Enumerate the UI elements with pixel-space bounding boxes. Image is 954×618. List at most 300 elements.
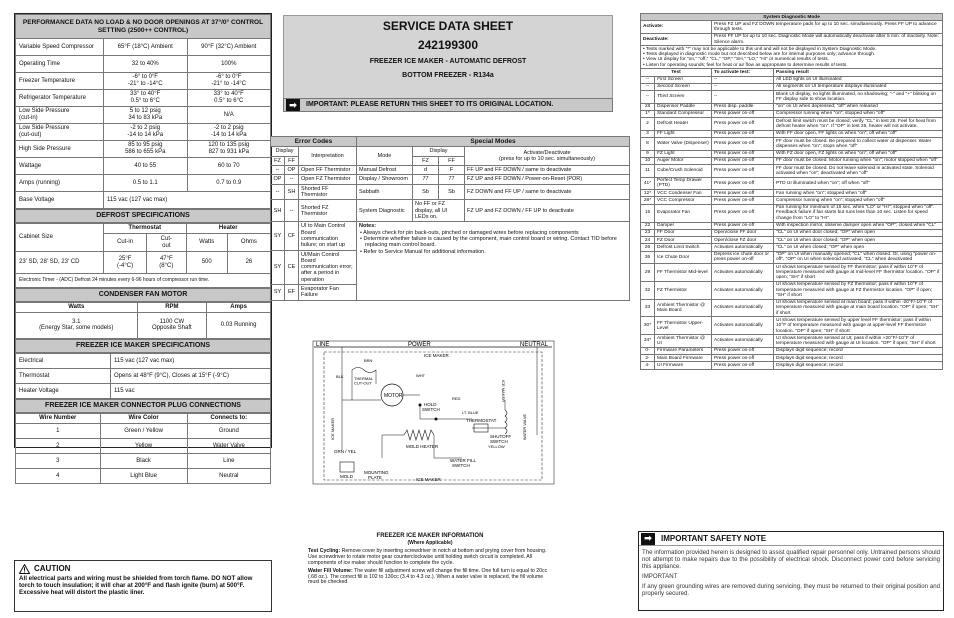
diag-activate: Activates automatically (712, 299, 774, 317)
diag-row (641, 103, 943, 110)
diag-result: Displays digit sequence; record (774, 355, 943, 362)
error-ef-fz: SY (271, 285, 285, 301)
performance-body (16, 39, 271, 209)
special-display-ff: Sb (439, 184, 465, 200)
sheet-subtitle-2: BOTTOM FREEZER - R134a (402, 71, 494, 79)
diag-test-number: 28* (641, 197, 655, 204)
diag-bullet: • Tests marked with "*" may not be applicable to this unit and will not be displayed in System Diagnostic Mode. (643, 46, 877, 52)
special-mode: Display / Showroom (357, 175, 413, 184)
condenser-rpm: 1100 CW Opposite Shaft (137, 312, 207, 338)
diag-bullet: • Tests displayed in diagnostic mode but not described below are for internal purposes only; advance through. (643, 52, 876, 58)
caution-header (15, 561, 271, 575)
wire-number: 4 (16, 468, 101, 483)
connector-row (16, 468, 271, 483)
diag-row (641, 299, 943, 317)
diag-result: UI shows temperature sensed by upper level FF thermistor; pass if within 10°F of temperature measured with gauge at upper-level FF thermistor location. "OP" if open; "SH" if short (774, 317, 943, 335)
yellow-wire-label: YELLOW (488, 444, 505, 449)
performance-value-b: 60 to 70 (187, 158, 271, 175)
deactivate-text: Press FF UP for up to 10 sec. Diagnostic Mode will automatically deactivate after 5 min. of inactivity. Note: Silence alarm. (712, 33, 943, 46)
important-text: IMPORTANT: PLEASE RETURN THIS SHEET TO ITS ORIGINAL LOCATION. (306, 100, 554, 108)
water-fill-body: The water fill adjustment screw will change the fill time. One full turn is equal to 20cc (.68 oz.). The correct fill is 102 to 130cc (3.4 to 4.3 oz.). When a water valve is replaced, the fill volume must be checked. (308, 567, 548, 586)
diag-activate: Press power on-off (712, 204, 774, 222)
ice-maker-side-label: ICE MAKER (501, 380, 506, 403)
hold-switch-label: HOLD SWITCH (422, 402, 440, 412)
performance-row (16, 192, 271, 209)
icemaker-spec-row (16, 384, 271, 399)
diag-activate: Press power on-off (712, 347, 774, 354)
diag-result: UI shows temperature sensed by FF thermistor; pass if within 10°F of temperature measured with gauge at mid-level FF thermistor location. "OP" if open; "SH" if short (774, 264, 943, 282)
diag-activate: Press power on-off (712, 177, 774, 190)
special-display-fz: d (413, 166, 439, 175)
caution-text: All electrical parts and wiring must be shielded from torch flame. DO NOT allow torch to touch insulation; it will char at 200°F and flash ignite (burn) at 500°F. Excessive heat will distort the plastic liner. (19, 575, 253, 597)
performance-row (16, 175, 271, 192)
special-display: No FF or FZ display, all UI LEDs on. (413, 200, 465, 222)
diag-test-name: FZ Door (655, 237, 712, 244)
diag-test-number: 36 (641, 251, 655, 264)
diag-test-number: 23 (641, 229, 655, 236)
icemaker-spec-row (16, 369, 271, 384)
diag-test-number: 26 (641, 244, 655, 251)
watts-header: Watts (186, 234, 227, 252)
ff-header: FF (285, 156, 299, 165)
diag-test-number: -- (641, 76, 655, 83)
performance-value-a: 85 to 95 psig 586 to 655 kPa (104, 141, 188, 158)
diag-result: "CL" on UI when door closed; "OP" when open (774, 237, 943, 244)
special-mode: System Diagnostic (357, 200, 413, 222)
wiring-diagram (312, 340, 555, 485)
test-cycling-text (308, 549, 552, 567)
diag-test-name: Water Valve (Dispenser) (655, 138, 712, 151)
ice-maker-label: ICE MAKER (424, 353, 449, 358)
ohms-value: 26 (227, 252, 270, 274)
ohms-header: Ohms (227, 234, 270, 252)
performance-value-a: 65°F (18°C) Ambient (104, 39, 188, 56)
cut-out-value: 47°F (8°C) (147, 252, 186, 274)
diag-result: All segments on UI temperature displays illuminated (774, 83, 943, 90)
wiring-diagram-svg (312, 340, 555, 485)
performance-value-a: 33° to 40°F 0.5° to 6°C (104, 90, 188, 107)
activate-label: Activate: (641, 21, 712, 34)
diag-row (641, 335, 943, 348)
defrost-note: Electronic Timer - (ADC) Defrost 24 minutes every 6-96 hours of compressor run time. (16, 274, 271, 288)
diag-result: UI shows temperature sensed at UI; pass if within +20°F/-10°F of temperature measured with gauge at UI location. "OP" if open; "SH" if short (774, 335, 943, 348)
diag-test-name: Defrost Limit Switch (655, 244, 712, 251)
performance-label: Freezer Temperature (16, 73, 104, 90)
special-activate: FZ DOWN and FF UP / same to deactivate (465, 184, 630, 200)
diag-result: Fan running when "on"; stopped when "off" (774, 190, 943, 197)
error-interpretation: Open FZ Thermistor (299, 175, 357, 184)
icemaker-specs-title: FREEZER ICE MAKER SPECIFICATIONS (15, 339, 271, 353)
diag-activate: Press power on-off (712, 165, 774, 178)
diag-test-name: Auger Motor (655, 157, 712, 164)
condenser-watts: 3.1 (Energy Star, some models) (16, 312, 138, 338)
diag-test-name: Ambient Thermistor @ UI (655, 335, 712, 348)
error-row (271, 200, 630, 222)
connector-row (16, 423, 271, 438)
safety-header (639, 532, 943, 546)
diag-row (641, 165, 943, 178)
cabinet-size-value: 23' SD, 28' SD, 23' CD (16, 252, 104, 274)
connector-row (16, 453, 271, 468)
performance-value-b: N/A (187, 107, 271, 124)
finfo-title: FREEZER ICE MAKER INFORMATION (376, 533, 484, 539)
performance-label: Amps (running) (16, 175, 104, 192)
diag-test-number: 28 (641, 103, 655, 110)
performance-value-b: 100% (187, 56, 271, 73)
diag-row (641, 229, 943, 236)
activate-header: Activate/Deactivate (press for up to 10 sec. simultaneously) (465, 147, 630, 166)
performance-label: Low Side Pressure (cut-out) (16, 124, 104, 141)
diag-test-number: 10 (641, 157, 655, 164)
diag-activate: Press power on-off (712, 157, 774, 164)
freezer-info (305, 530, 555, 618)
performance-table (15, 14, 271, 209)
special-activate: FZ UP and FF DOWN / Power-on-Reset (POR) (465, 175, 630, 184)
diag-test-name: Third Screen (655, 91, 712, 104)
performance-value-a: -2 to 2 psig -14 to 14 kPa (104, 124, 188, 141)
icemaker-specs-body (16, 354, 271, 399)
diag-row (641, 347, 943, 354)
error-ce-fz: SY (271, 250, 285, 285)
water-valve-label: WATER VALVE (523, 413, 527, 440)
performance-row (16, 124, 271, 141)
diag-activate: Press power on-off (712, 197, 774, 204)
special-display-ff: F (439, 166, 465, 175)
fz2-header: FZ (413, 156, 439, 165)
finfo-subtitle: (Where Applicable) (407, 539, 453, 546)
diag-activate: Press power on-off (712, 138, 774, 151)
diag-result: "OP" on UI when manually opened; "CL" when closed. Or, using "power on-off", "OP" on UI when solenoid activated, "CL" when deactivated (774, 251, 943, 264)
diag-activate: Open/close FZ door (712, 237, 774, 244)
performance-label: Variable Speed Compressor (16, 39, 104, 56)
performance-value-b: 90°F (32°C) Ambient (187, 39, 271, 56)
thermostat-header: Thermostat (104, 224, 187, 234)
performance-label: Operating Time (16, 56, 104, 73)
connector-title: FREEZER ICE MAKER CONNECTOR PLUG CONNECTIONS (15, 399, 271, 413)
diag-row (641, 222, 943, 229)
line-label: LINE (316, 342, 330, 348)
performance-value-b: 0.7 to 0.9 (187, 175, 271, 192)
diag-result: "CL" on UI when door closed; "OP" when open (774, 229, 943, 236)
diag-body (641, 76, 943, 369)
mode-header: Mode (357, 147, 413, 166)
diag-test-name: Evaporator Fan (655, 204, 712, 222)
diag-activate: -- (712, 83, 774, 90)
error-interpretation: Open FF Thermistor (299, 166, 357, 175)
diag-test-number: 30* (641, 317, 655, 335)
diag-test-name: Cube/Crush Solenoid (655, 165, 712, 178)
special-mode: Sabbath (357, 184, 413, 200)
diag-activate: Press power on-off (712, 110, 774, 117)
to-activate-header: To activate test: (712, 69, 774, 76)
performance-value-b: 120 to 135 psig 827 to 931 kPa (187, 141, 271, 158)
connector-table (15, 413, 271, 484)
special-display-fz: Sb (413, 184, 439, 200)
wire-number: 2 (16, 438, 101, 453)
diag-test-number: 2 (641, 118, 655, 131)
diag-result: Compressor running when "on"; stopped when "off" (774, 197, 943, 204)
diag-activate: Press power on-off (712, 355, 774, 362)
condenser-rpm-header: RPM (137, 303, 207, 313)
diag-row (641, 138, 943, 151)
diag-result: UI shows temperature sensed at main board; pass if within -20°F/-10°F of temperature measured with gauge at main board location. "OP" if open; "SH" if short (774, 299, 943, 317)
water-fill-text (308, 569, 552, 587)
performance-value-b: 33° to 40°F 0.5° to 6°C (187, 90, 271, 107)
diag-test-number: 9 (641, 150, 655, 157)
diag-row (641, 204, 943, 222)
diag-test-number: 8 (641, 138, 655, 151)
diag-result: Displays digit sequence; record (774, 362, 943, 369)
error-row (271, 166, 630, 175)
connects-to: Ground (187, 423, 270, 438)
error-interpretation: Shorted FZ Thermistor (299, 200, 357, 222)
diag-test-name: Dispenser Paddle (655, 103, 712, 110)
error-ff: OP (285, 166, 299, 175)
diag-test-name: FF Thermistor Mid-level (655, 264, 712, 282)
error-ce-interp: UI/Main Control Board communication error; after a period in operation (299, 250, 357, 285)
diag-test-number: 34* (641, 335, 655, 348)
connector-body (16, 423, 271, 483)
diag-activate: Activates automatically (712, 264, 774, 282)
condenser-table (15, 302, 271, 339)
test-cycling-body: Remove cover by inserting screwdriver in notch at bottom and prying cover from housing. Use screwdriver to rotate motor gear counterclockwise until holding switch circuit is completed. All components of ice maker should function to complete the cycle. (308, 547, 547, 566)
diag-test-number: 29 (641, 264, 655, 282)
diag-row (641, 237, 943, 244)
diag-test-number: 41* (641, 177, 655, 190)
diag-result: With FZ door open, FZ lights on when "on"; off when "off" (774, 150, 943, 157)
performance-row (16, 73, 271, 90)
heater-header: Heater (186, 224, 270, 234)
thermal-cutout-label: THERMAL CUT-OUT (354, 376, 374, 386)
system-diagnostic-section (640, 13, 943, 370)
diag-result: All LED lights on UI illuminated (774, 76, 943, 83)
water-fill-head: Water Fill Volume: (308, 567, 353, 574)
performance-row (16, 90, 271, 107)
diag-result: Fan running for minimum of 16 sec. when "LO" or "HI"; stopped when "off". Feedback failure if fan starts but runs less than 10 sec. Listen for speed change from "LO" to "HI". (774, 204, 943, 222)
diag-test-name: VCC Condenser Fan (655, 190, 712, 197)
diag-activate: Press disp. paddle (712, 103, 774, 110)
icemaker-spec-label: Electrical (16, 354, 111, 369)
performance-row (16, 107, 271, 124)
system-diagnostic-table (640, 13, 943, 370)
error-ce-ff: CE (285, 250, 299, 285)
diag-result: UI shows temperature sensed by FZ thermistor; pass if within 10°F of temperature measured with gauge at FZ thermistor location. "OP" if open; "SH" if short (774, 281, 943, 299)
part-number: 242199300 (417, 37, 479, 52)
passing-result-header: Passing result (774, 69, 943, 76)
diag-row (641, 83, 943, 90)
diag-test-name: FZ Thermistor (655, 281, 712, 299)
brn-wire-label: BRN (364, 358, 373, 363)
note-item: • Refer to Service Manual for additional information. (360, 248, 486, 255)
diag-result: Displays digit sequence; record (774, 347, 943, 354)
defrost-table (15, 223, 271, 288)
diag-row (641, 118, 943, 131)
performance-label: High Side Pressure (16, 141, 104, 158)
safety-text-2: IMPORTANT (642, 573, 678, 580)
note-item: • Determine whether failure is caused by the component, main control board or wiring. Contact TID before replacing main control board. (360, 235, 617, 249)
safety-text-1: The information provided herein is designed to assist qualified repair personnel only. Untrained persons should not attempt to make repairs due to the possibility of electrical shock. Disconnect power cord before servicing this appliance. (642, 549, 940, 570)
diag-result: "CL" on UI when closed; "OP" when open (774, 244, 943, 251)
diag-activate: Activates automatically (712, 335, 774, 348)
performance-value-a: 32 to 40% (104, 56, 188, 73)
red-wire-label: RED (452, 396, 461, 401)
diag-test-number: 2- (641, 355, 655, 362)
diag-activate: Press power on-off (712, 150, 774, 157)
icemaker-spec-label: Heater Voltage (16, 384, 111, 399)
grn-yel-label: GRN / YEL (334, 449, 357, 454)
diag-result: Compressor running when "on"; stopped when "off" (774, 110, 943, 117)
deactivate-label: Deactivate: (641, 33, 712, 46)
wire-color: Light Blue (100, 468, 187, 483)
performance-value-b: -2 to 2 psig -14 to 14 kPa (187, 124, 271, 141)
performance-value-a: -6° to 0°F -21° to -14°C (104, 73, 188, 90)
special-activate: FZ UP and FZ DOWN / FF UP to deactivate (465, 200, 630, 222)
caution-box (14, 560, 272, 612)
diag-activate: Activates automatically (712, 281, 774, 299)
icemaker-spec-label: Thermostat (16, 369, 111, 384)
diag-activate: -- (712, 91, 774, 104)
error-ff: -- (285, 200, 299, 222)
wire-color: Black (100, 453, 187, 468)
diag-activate: Press power on-off (712, 222, 774, 229)
error-row (271, 175, 630, 184)
diag-activate: Press power on-off (712, 130, 774, 137)
error-ef-ff: EF (285, 285, 299, 301)
diag-row (641, 244, 943, 251)
diag-result: FF door must be closed. Motor running when "on"; motor stopped when "off" (774, 157, 943, 164)
sheet-title: SERVICE DATA SHEET (382, 19, 514, 33)
icemaker-spec-value: 115 vac (127 vac max) (111, 354, 271, 369)
special-display-fz: 77 (413, 175, 439, 184)
performance-value-a: 115 vac (127 vac max) (104, 192, 271, 209)
error-cf-interp: UI to Main Control Board communication failure; on start up (299, 222, 357, 250)
performance-value-a: 5 to 12 psig 34 to 83 kPa (104, 107, 188, 124)
diag-test-number: 12* (641, 190, 655, 197)
error-codes-body (271, 166, 630, 222)
diag-test-number: 15 (641, 204, 655, 222)
diag-test-name: Ice Chute Door (655, 251, 712, 264)
performance-title: PERFORMANCE DATA NO LOAD & NO DOOR OPENINGS AT 37°/0° CONTROL SETTING (2500++ CONTROL) (16, 15, 271, 39)
connects-to-header: Connects to: (187, 414, 270, 424)
interpretation-header: Interpretation (299, 147, 357, 166)
activate-text: Press FZ UP and FZ DOWN temperature pads for up to 10 sec. simultaneously. Press FF UP to advance through tests. (712, 21, 943, 34)
connects-to: Neutral (187, 468, 270, 483)
diag-row (641, 150, 943, 157)
error-row (271, 184, 630, 200)
connects-to: Water Valve (187, 438, 270, 453)
left-column (14, 13, 272, 479)
mounting-plate-label: MOUNTING PLATE (364, 470, 389, 480)
performance-row (16, 56, 271, 73)
thermostat-label: THERMOSTAT (466, 418, 497, 423)
safety-title: IMPORTANT SAFETY NOTE (661, 533, 767, 543)
diag-row (641, 355, 943, 362)
wire-number-header: Wire Number (16, 414, 101, 424)
diag-row (641, 362, 943, 369)
note-item: • Always check for pin back-outs, pinched or damaged wires before replacing components (360, 229, 579, 236)
diag-row (641, 91, 943, 104)
performance-row (16, 141, 271, 158)
diag-row (641, 264, 943, 282)
ice-maker-bottom-label: ICE MAKER (416, 477, 441, 482)
diag-row (641, 197, 943, 204)
display-header: Display (271, 147, 299, 156)
diag-bullet: • View UI display for "on," "off," "CL," "OP," "SH," "LO," "HI" or numerical results of tests. (643, 57, 830, 63)
diag-test-name: Main Board Firmware (655, 355, 712, 362)
error-interpretation: Shorted FF Thermistor (299, 184, 357, 200)
performance-value-b: -6° to 0°F -21° to -14°C (187, 73, 271, 90)
diag-result: Blank UI display, no lights illuminated, no shadowing; "-" and "+" blinking on FF display side to show location. (774, 91, 943, 104)
performance-row (16, 158, 271, 175)
diag-test-number: 32 (641, 281, 655, 299)
performance-row (16, 39, 271, 56)
performance-label: Refrigerator Temperature (16, 90, 104, 107)
icemaker-specs-table (15, 353, 271, 399)
diag-result: "on" on UI when depressed; "off" when released (774, 103, 943, 110)
diag-test-number: 1* (641, 110, 655, 117)
mold-heater-label: MOLD HEATER (406, 444, 439, 449)
diag-row (641, 177, 943, 190)
neutral-label: NEUTRAL (520, 342, 549, 348)
diag-result: FF door must be closed. Be prepared to collect water at dispenser. Water dispenses when "on"; stops when "off" (774, 138, 943, 151)
diag-test-number: -- (641, 83, 655, 90)
error-fz: -- (271, 184, 285, 200)
diag-test-name: VCC Compressor (655, 197, 712, 204)
performance-label: Wattage (16, 158, 104, 175)
diag-result: With inspection mirror, observe damper open when "OP"; closed when "CL" (774, 222, 943, 229)
diag-activate: Depress ice chute door or press power on-off (712, 251, 774, 264)
diag-test-name: Ambient Thermistor @ Main Board (655, 299, 712, 317)
water-fill-switch-label: WATER FILL SWITCH (450, 458, 477, 468)
wire-color: Green / Yellow (100, 423, 187, 438)
ice-maker-vertical-label: ICE MAKER (330, 417, 335, 440)
test-cycling-head: Test Cycling: (308, 547, 341, 554)
diag-test-number: -- (641, 91, 655, 104)
diag-result: FF door must be closed. Do not leave solenoid in activated state. Solenoid activated when "on"; deactivated when "off" (774, 165, 943, 178)
warning-icon (19, 564, 30, 574)
diag-test-number: 4- (641, 362, 655, 369)
condenser-title: CONDENSER FAN MOTOR (15, 288, 271, 302)
diag-result: Defrost limit switch must be closed; verify "CL" in test 26. Feel for heat from defrost heater when "on". If "OP" in test 26, heater will not activate. (774, 118, 943, 131)
special-activate: FF UP and FF DOWN / same to deactivate (465, 166, 630, 175)
diag-activate: Press power on-off (712, 362, 774, 369)
diag-bullets (641, 46, 943, 69)
special-modes-header: Special Modes (357, 137, 630, 147)
condenser-amps-header: Amps (207, 303, 271, 313)
error-fz: -- (271, 166, 285, 175)
icemaker-spec-value: Opens at 48°F (9°C), Closes at 15°F (-9°C) (111, 369, 271, 384)
special-display-ff: 77 (439, 175, 465, 184)
notes-title: Notes: (359, 223, 377, 230)
watts-value: 500 (186, 252, 227, 274)
cabinet-size-label: Cabinet Size (16, 224, 104, 252)
power-label: POWER (408, 342, 431, 348)
error-codes-table (270, 136, 630, 301)
diag-test-number: 3 (641, 130, 655, 137)
notes-cell (357, 222, 630, 300)
diag-test-name: FF Door (655, 229, 712, 236)
diag-row (641, 130, 943, 137)
arrow-right-icon: ➡ (641, 533, 655, 545)
cut-in-header: Cut-in (104, 234, 147, 252)
connector-row (16, 438, 271, 453)
diag-test-name: First Screen (655, 76, 712, 83)
important-banner (283, 98, 613, 112)
wire-color: Yellow (100, 438, 187, 453)
diag-activate: Activates automatically (712, 244, 774, 251)
diag-test-name: FZ Light (655, 150, 712, 157)
sheet-subtitle: FREEZER ICE MAKER - AUTOMATIC DEFROST (369, 57, 527, 65)
